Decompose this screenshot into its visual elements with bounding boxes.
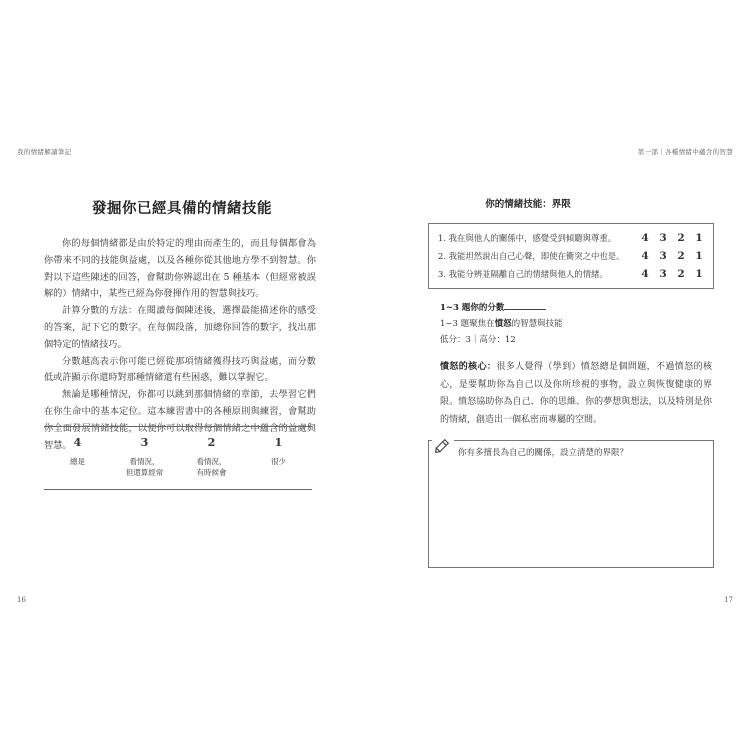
scale-column bbox=[245, 427, 312, 489]
rating-option[interactable]: 4 bbox=[641, 250, 649, 262]
scale-label: 看情況， 有時候會 bbox=[196, 457, 227, 477]
running-head-left: 我的情緒解讀筆記 bbox=[17, 148, 72, 156]
rating-options bbox=[636, 266, 708, 282]
focus-line: 1~3 題聚焦在憤怒的智慧與技能 bbox=[440, 319, 563, 329]
core-label: 憤怒的核心： bbox=[440, 362, 497, 372]
rating-option[interactable]: 4 bbox=[641, 232, 649, 244]
focus-emotion: 憤怒 bbox=[494, 319, 512, 329]
score-range: 低分：3｜高分：12 bbox=[440, 335, 516, 345]
running-head-right: 第一部｜各種情緒中蘊含的智慧 bbox=[637, 148, 733, 156]
scale-value: 2 bbox=[207, 436, 216, 449]
rating-option[interactable]: 2 bbox=[677, 232, 685, 244]
rating-option[interactable]: 1 bbox=[695, 268, 703, 280]
paragraph: 你的每個情緒都是由於特定的理由而產生的，而且每個都會為你帶來不同的技能與益處，以及各種你從其他地方學不到智慧。你對以下這些陳述的回答，會幫助你辨認出在 5 種基本（但經常被誤解的）情緒中，某些已經為你發揮作用的智慧與技巧。 bbox=[44, 238, 316, 300]
statement-row bbox=[438, 230, 710, 246]
score-section bbox=[440, 300, 716, 348]
scale-value: 3 bbox=[140, 436, 149, 449]
scale-value: 1 bbox=[274, 436, 283, 449]
paragraph: 計算分數的方法：在閱讀每個陳述後，選擇最能描述你的感受的答案，記下它的數字。在每個段落，加總你回答的數字，找出那個特定的情緒技巧。 bbox=[44, 305, 316, 350]
statement-text: 1. 我在與他人的關係中，感覺受到傾聽與尊重。 bbox=[438, 233, 617, 243]
statement-text: 3. 我能分辨並隔離自己的情緒與他人的情緒。 bbox=[438, 269, 608, 279]
scale-column bbox=[178, 427, 245, 489]
score-label: 1~3 題你的分數 bbox=[440, 303, 505, 313]
page-number-left: 16 bbox=[17, 596, 26, 604]
scale-value: 4 bbox=[73, 436, 82, 449]
score-entry bbox=[440, 300, 716, 316]
scale-column bbox=[44, 427, 111, 489]
rating-option[interactable]: 1 bbox=[695, 232, 703, 244]
page-title: 發掘你已經具備的情緒技能 bbox=[92, 200, 272, 217]
statement-row bbox=[438, 266, 710, 282]
section-title: 你的情緒技能：界限 bbox=[485, 199, 571, 210]
paragraph: 分數越高表示你可能已經從那項情緒獲得技巧與益處，而分數低或許顯示你還時對那種情緒還有些困惑，難以掌握它。 bbox=[44, 355, 316, 384]
scale-label: 看情況， 但還算經常 bbox=[125, 457, 164, 477]
rating-option[interactable]: 1 bbox=[695, 250, 703, 262]
statement-text: 2. 我能坦然說出自己心聲，即使在衝突之中也是。 bbox=[438, 251, 625, 261]
self-assessment-box bbox=[428, 223, 714, 289]
rating-option[interactable]: 3 bbox=[659, 250, 667, 262]
intro-text bbox=[44, 236, 316, 454]
rating-option[interactable]: 2 bbox=[677, 268, 685, 280]
journal-box[interactable] bbox=[428, 440, 714, 568]
core-text: 很多人覺得（學到）憤怒總是個問題，不過憤怒的核心，是要幫助你為自己以及你所珍視的事物，設立與恢復健康的界限。憤怒協助你為自己、你的思維、你的夢想與想法，以及特別是你的情緒，創造出一個私密而專屬的空間。 bbox=[440, 362, 712, 425]
pencil-icon bbox=[432, 434, 454, 456]
statement-row bbox=[438, 248, 710, 264]
core-paragraph bbox=[440, 359, 712, 429]
scale-label: 總是 bbox=[70, 457, 85, 466]
rating-option[interactable]: 3 bbox=[659, 232, 667, 244]
journal-prompt: 你有多擅長為自己的關係，設立清楚的界限？ bbox=[458, 448, 629, 458]
scale-label: 很少 bbox=[271, 457, 286, 466]
rating-option[interactable]: 3 bbox=[659, 268, 667, 280]
rating-option[interactable]: 4 bbox=[641, 268, 649, 280]
rating-scale-table bbox=[44, 426, 312, 490]
rating-option[interactable]: 2 bbox=[677, 250, 685, 262]
rating-options bbox=[636, 230, 708, 246]
paragraph: 無論是哪種情況，你都可以跳到那個情緒的章節，去學習它們在你生命中的基本定位。這本練習書中的各種原則與練習，會幫助你全面發展情緒技能，以便你可以取得每個情緒之中蘊含的益處與智慧。 bbox=[44, 389, 316, 451]
score-blank-field[interactable] bbox=[504, 300, 546, 310]
page-number-right: 17 bbox=[724, 596, 733, 604]
rating-options bbox=[636, 248, 708, 264]
scale-column bbox=[111, 427, 178, 489]
